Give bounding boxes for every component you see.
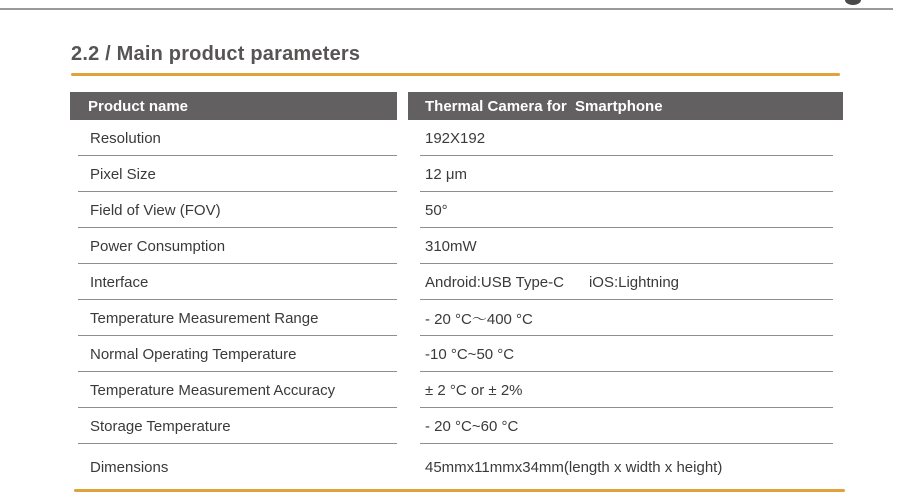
column-gap (397, 92, 408, 120)
row-label: Field of View (FOV) (70, 192, 397, 228)
column-gap (397, 228, 408, 264)
row-value: - 20 °C~60 °C (408, 408, 843, 444)
table-row-dimensions (70, 444, 843, 490)
spec-table (70, 92, 843, 490)
row-label: Temperature Measurement Range (70, 300, 397, 336)
table-row-power (70, 228, 843, 264)
table-row-accuracy (70, 372, 843, 408)
row-label: Resolution (70, 120, 397, 156)
row-value: 310mW (408, 228, 843, 264)
column-gap (397, 444, 408, 490)
row-value: 45mmx11mmx34mm(length x width x height) (425, 458, 723, 476)
row-label: Normal Operating Temperature (70, 336, 397, 372)
row-label: Power Consumption (70, 228, 397, 264)
table-row-interface (70, 264, 843, 300)
column-gap (397, 372, 408, 408)
table-row-resolution (70, 120, 843, 156)
column-gap (397, 336, 408, 372)
row-label: Dimensions (90, 458, 169, 476)
row-value: 12 μm (408, 156, 843, 192)
column-gap (397, 156, 408, 192)
column-gap (397, 408, 408, 444)
column-gap (397, 300, 408, 336)
column-gap (397, 264, 408, 300)
section-title: 2.2 / Main product parameters (71, 43, 361, 65)
table-header-row (70, 92, 843, 120)
row-label: Temperature Measurement Accuracy (70, 372, 397, 408)
table-row-pixel-size (70, 156, 843, 192)
column-gap (397, 120, 408, 156)
row-value: ± 2 °C or ± 2% (408, 372, 843, 408)
header-product-name: Product name (70, 92, 397, 120)
row-value: 192X192 (408, 120, 843, 156)
table-row-operating-temp (70, 336, 843, 372)
row-label: Storage Temperature (70, 408, 397, 444)
column-gap (397, 192, 408, 228)
page-top-rule (0, 8, 893, 10)
row-value: Android:USB Type-C iOS:Lightning (408, 264, 843, 300)
row-value: - 20 °C～400 °C (408, 300, 843, 336)
table-row-storage-temp (70, 408, 843, 444)
row-value: 50° (408, 192, 843, 228)
table-row-temp-range (70, 300, 843, 336)
row-label: Pixel Size (70, 156, 397, 192)
header-product-value: Thermal Camera for Smartphone (408, 92, 843, 120)
row-value: -10 °C~50 °C (408, 336, 843, 372)
title-underline (71, 73, 840, 76)
row-label: Interface (70, 264, 397, 300)
page-bottom-accent-rule (74, 489, 845, 492)
table-row-fov (70, 192, 843, 228)
cropped-glyph-fragment (845, 0, 861, 5)
